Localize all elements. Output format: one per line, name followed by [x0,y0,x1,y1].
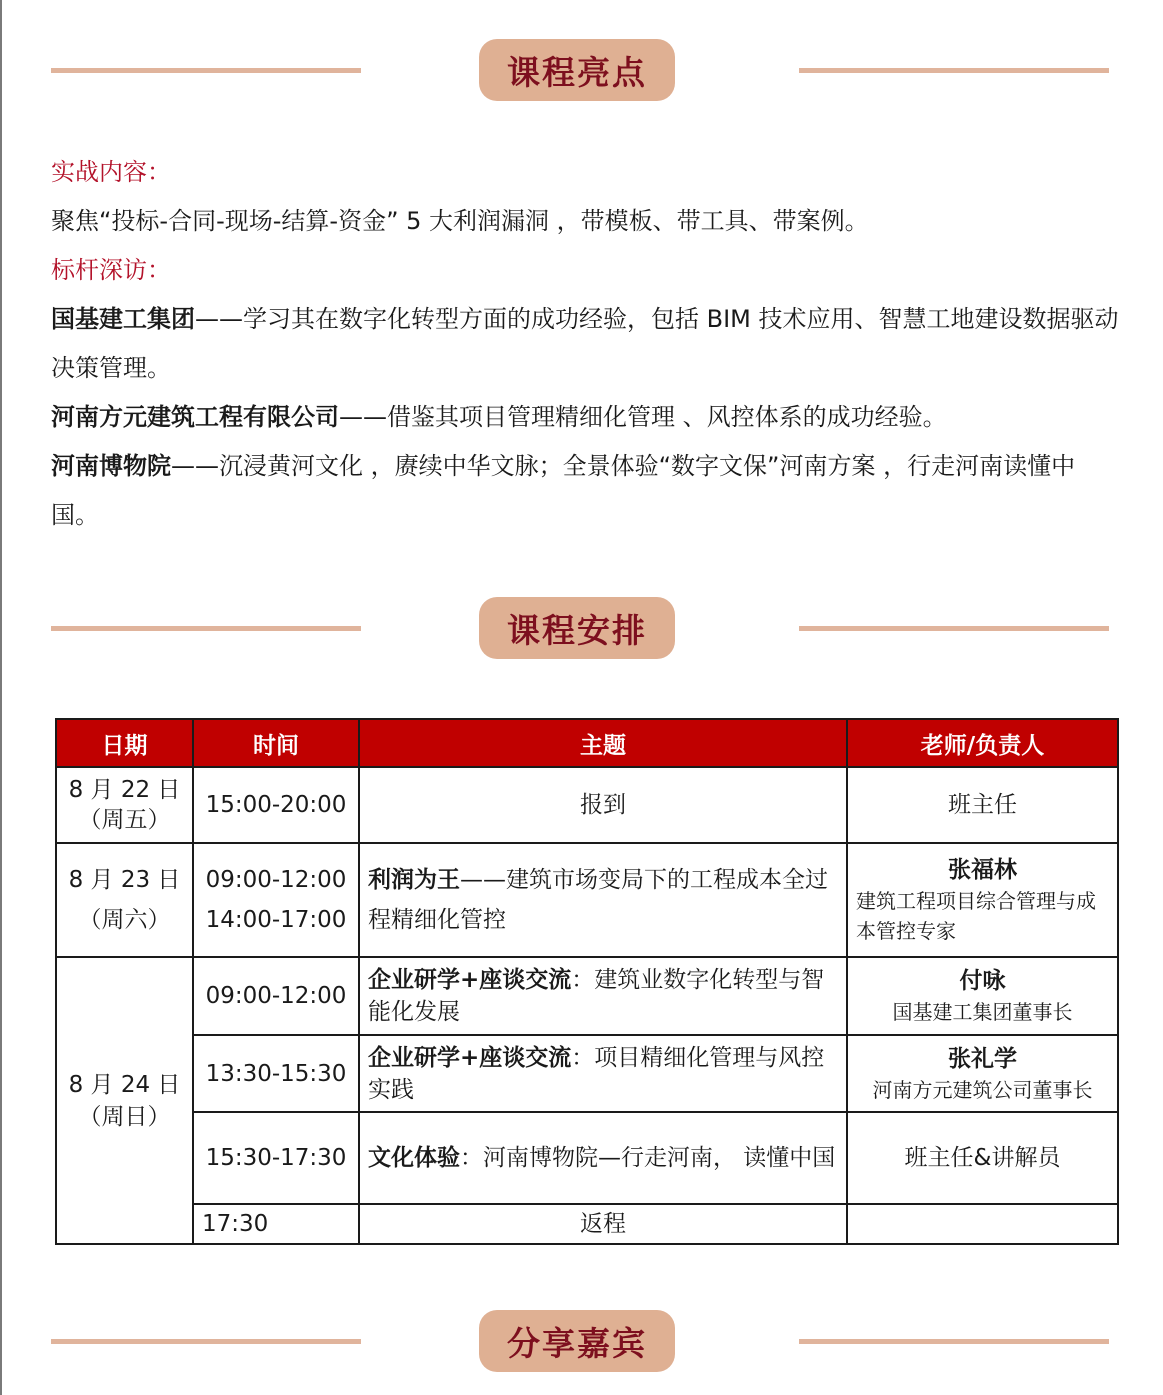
table-row [56,1204,1118,1244]
visit-item [51,442,1121,540]
divider-right [799,626,1109,631]
practical-text: 聚焦“投标-合同-现场-结算-资金” 5 大利润漏洞 ，带模板、带工具、带案例。 [51,207,869,235]
section-title-badge: 分享嘉宾 [479,1310,675,1372]
benchmark-label: 标杆深访： [51,256,171,284]
time-cell: 13:30-15:30 [193,1035,359,1112]
teacher-cell: 班主任&讲解员 [847,1112,1118,1204]
column-header-topic: 主题 [359,719,847,767]
table-row [56,1035,1118,1112]
divider-left [51,1339,361,1344]
teacher-name: 张福林 [948,857,1017,883]
section-header-highlights [0,39,1163,103]
teacher-cell [847,1035,1118,1112]
divider-left [51,68,361,73]
visit-item [51,295,1121,393]
visit-name: 国基建工集团 [51,305,195,333]
visit-text: ——借鉴其项目管理精细化管理 、风控体系的成功经验。 [339,403,947,431]
visit-item [51,393,1121,442]
table-row [56,767,1118,843]
column-header-date: 日期 [56,719,193,767]
time-cell: 15:00-20:00 [193,767,359,843]
divider-right [799,1339,1109,1344]
teacher-title: 建筑工程项目综合管理与成本管控专家 [856,889,1096,943]
visit-name: 河南方元建筑工程有限公司 [51,403,339,431]
date-cell: 8 月 22 日 （周五） [56,767,193,843]
teacher-cell [847,843,1118,957]
teacher-cell [847,957,1118,1035]
section-header-speakers [0,1310,1163,1374]
column-header-time: 时间 [193,719,359,767]
table-header-row [56,719,1118,767]
practical-label: 实战内容： [51,158,171,186]
table-row [56,957,1118,1035]
time-cell: 15:30-17:30 [193,1112,359,1204]
visit-text: ——学习其在数字化转型方面的成功经验，包括 BIM 技术应用、智慧工地建设数据驱动决策管理。 [51,305,1119,382]
section-header-schedule [0,597,1163,661]
section-title-badge: 课程安排 [479,597,675,659]
page-left-border [0,0,2,1395]
table-row [56,1112,1118,1204]
divider-left [51,626,361,631]
topic-cell: 报到 [359,767,847,843]
table-row [56,843,1118,957]
teacher-cell: 班主任 [847,767,1118,843]
topic-cell: 文化体验：河南博物院—行走河南， 读懂中国 [359,1112,847,1204]
section-title-badge: 课程亮点 [479,39,675,101]
highlights-content [51,148,1121,540]
visit-name: 河南博物院 [51,452,171,480]
time-cell: 09:00-12:00 14:00-17:00 [193,843,359,957]
teacher-cell [847,1204,1118,1244]
teacher-title: 国基建工集团董事长 [892,1000,1073,1024]
topic-cell: 企业研学+座谈交流：项目精细化管理与风控实践 [359,1035,847,1112]
visit-text: ——沉浸黄河文化 ，赓续中华文脉；全景体验“数字文保”河南方案 ，行走河南读懂中国。 [51,452,1076,529]
time-cell: 17:30 [193,1204,359,1244]
teacher-name: 付咏 [959,968,1006,994]
schedule-table [55,718,1119,1245]
topic-cell: 返程 [359,1204,847,1244]
topic-cell: 企业研学+座谈交流：建筑业数字化转型与智能化发展 [359,957,847,1035]
date-cell: 8 月 23 日 （周六） [56,843,193,957]
teacher-title: 河南方元建筑公司董事长 [872,1077,1093,1102]
column-header-teacher: 老师/负责人 [847,719,1118,767]
teacher-name: 张礼学 [948,1045,1017,1072]
topic-cell: 利润为王——建筑市场变局下的工程成本全过程精细化管控 [359,843,847,957]
time-cell: 09:00-12:00 [193,957,359,1035]
date-cell: 8 月 24 日 （周日） [56,957,193,1244]
divider-right [799,68,1109,73]
